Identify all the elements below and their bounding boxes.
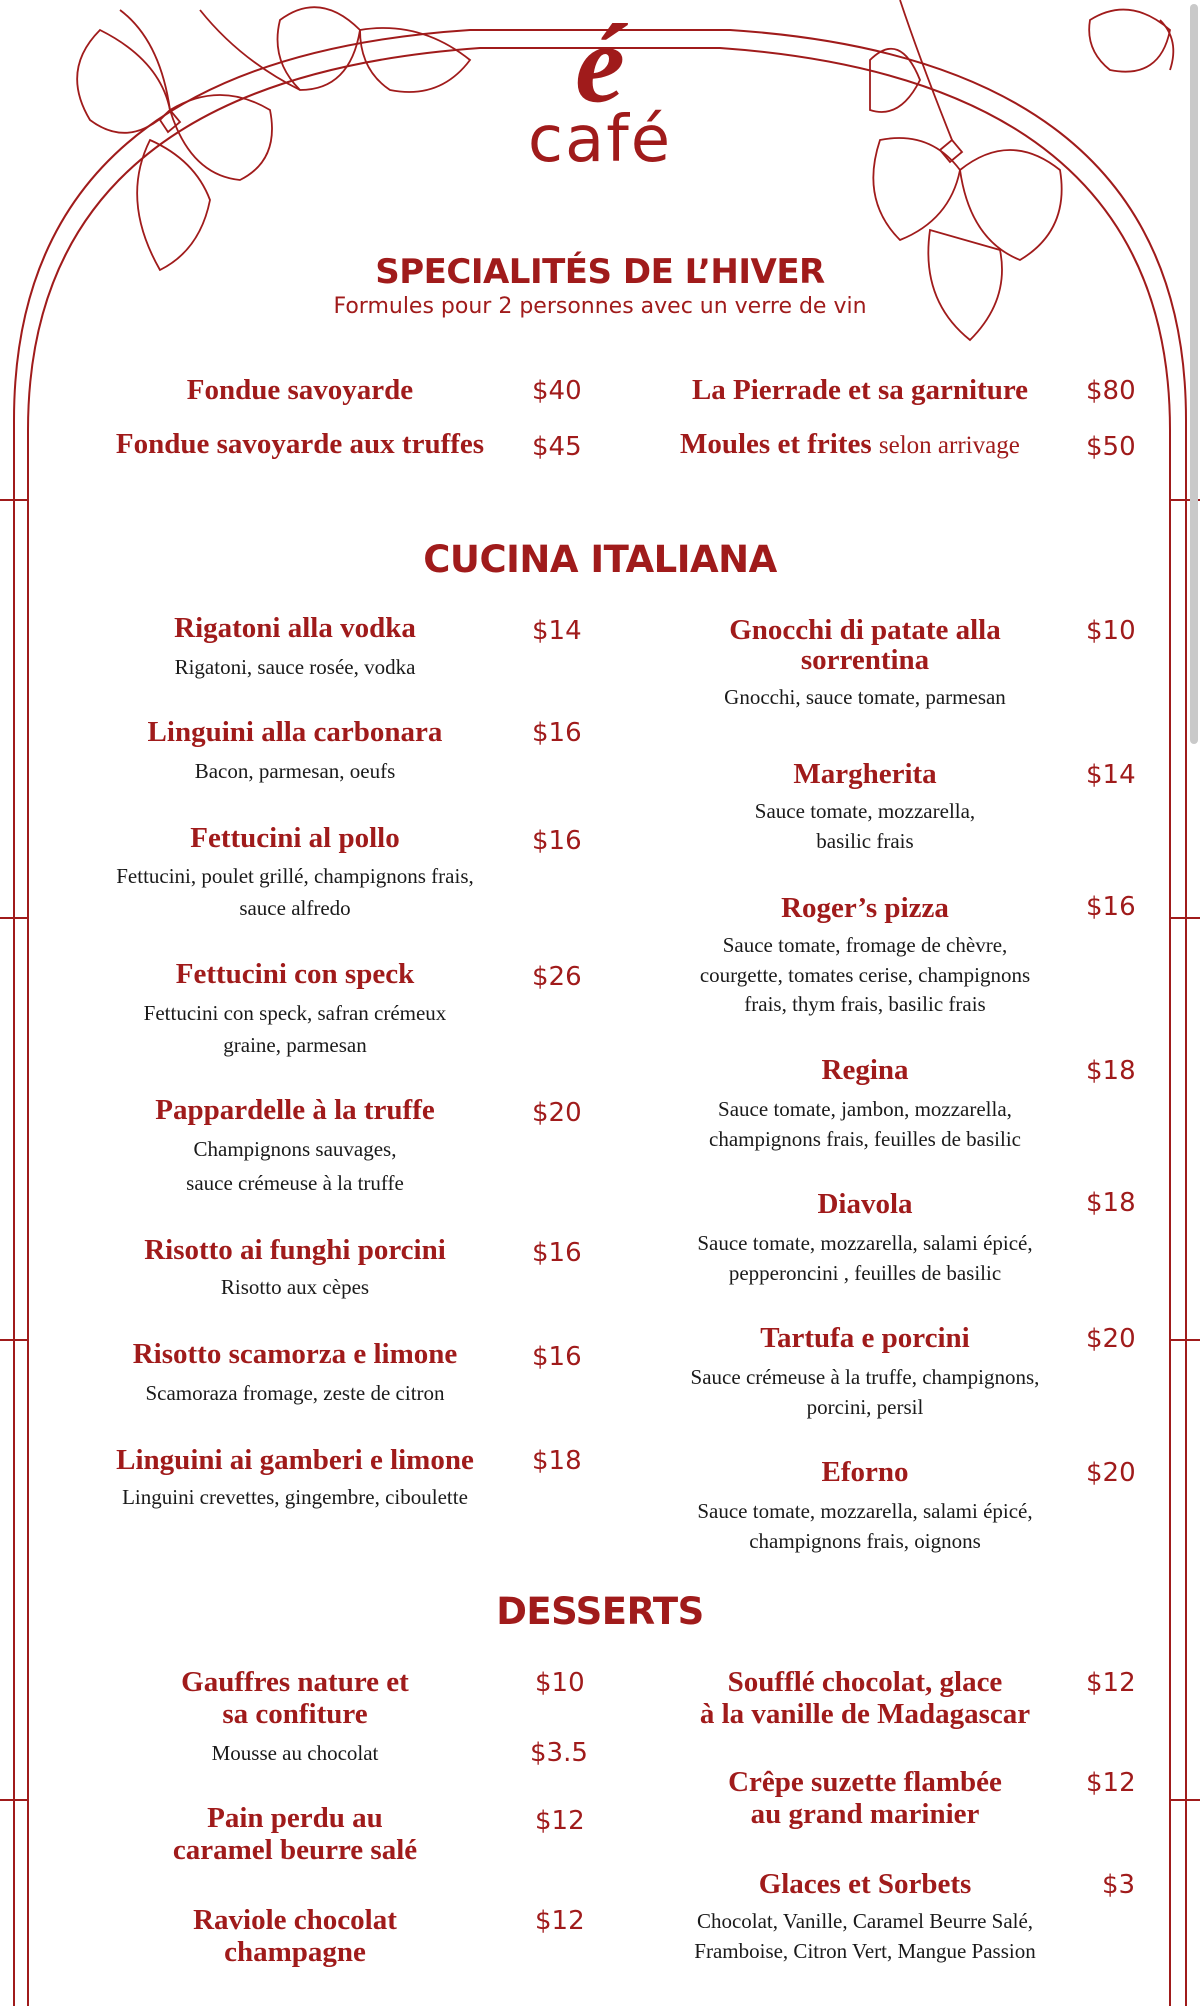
menu-item-price: $45 — [532, 432, 582, 462]
menu-item-desc: Sauce tomate, mozzarella, salami épicé, — [697, 1499, 1033, 1523]
menu-item-price: $16 — [532, 718, 582, 748]
menu-item-name: Moules et frites — [680, 428, 872, 460]
menu-item-name: Fettucini con speck — [175, 958, 415, 990]
menu-item-desc: Rigatoni, sauce rosée, vodka — [174, 655, 416, 679]
menu-item-name: Rigatoni alla vodka — [174, 612, 416, 644]
menu-item-name: Risotto ai funghi porcini — [144, 1234, 446, 1266]
menu-item-name: Raviole chocolat — [193, 1904, 397, 1936]
menu-item-name: Fettucini al pollo — [190, 822, 400, 854]
menu-item-desc: Scamoraza fromage, zeste de citron — [145, 1381, 445, 1405]
menu-item-name: caramel beurre salé — [172, 1834, 418, 1866]
menu-item-name: Diavola — [817, 1188, 913, 1220]
menu-item-name-row — [660, 428, 1080, 462]
menu-item-desc: Fettucini con speck, safran crémeux — [143, 1001, 447, 1025]
menu-item-desc: Framboise, Citron Vert, Mangue Passion — [694, 1939, 1036, 1963]
menu-item-desc: sauce crémeuse à la truffe — [186, 1171, 404, 1195]
menu-item-price: $14 — [1086, 760, 1136, 790]
logo-wordmark: café — [527, 103, 673, 177]
menu-item-desc: champignons frais, feuilles de basilic — [709, 1127, 1021, 1151]
menu-item-name: sorrentina — [800, 644, 930, 676]
menu-item-name: Eforno — [821, 1456, 909, 1488]
menu-item-price: $20 — [1086, 1324, 1136, 1354]
logo-mark: é — [575, 2, 625, 126]
menu-item-desc: champignons frais, oignons — [749, 1529, 981, 1553]
flower-illustration-icon — [77, 7, 470, 270]
section-title-desserts: DESSERTS — [496, 1590, 704, 1633]
menu-item-price: $12 — [1086, 1668, 1136, 1698]
menu-item-name: à la vanille de Madagascar — [699, 1698, 1031, 1730]
menu-item-name: Roger’s pizza — [781, 892, 949, 924]
menu-item-name: champagne — [224, 1936, 366, 1968]
menu-item-price: $80 — [1086, 376, 1136, 406]
menu-item-desc: porcini, persil — [806, 1395, 924, 1419]
section-subtitle-winter: Formules pour 2 personnes avec un verre de vin — [333, 294, 867, 319]
menu-item-desc: frais, thym frais, basilic frais — [744, 992, 986, 1016]
menu-item-name: Risotto scamorza e limone — [132, 1338, 458, 1370]
menu-item-name: au grand marinier — [750, 1798, 980, 1830]
menu-item-desc: Sauce tomate, mozzarella, salami épicé, — [697, 1231, 1033, 1255]
menu-item-price: $40 — [532, 376, 582, 406]
section-title-winter: SPECIALITÉS DE L’HIVER — [375, 252, 825, 292]
menu-item-name: Glaces et Sorbets — [758, 1868, 972, 1900]
menu-item-name: Linguini alla carbonara — [147, 716, 443, 748]
menu-item-name: Fondue savoyarde — [186, 374, 414, 406]
menu-item-price: $20 — [1086, 1458, 1136, 1488]
menu-item-price: $12 — [1086, 1768, 1136, 1798]
section-title-italiana: CUCINA ITALIANA — [423, 538, 777, 581]
menu-item-price: $26 — [532, 962, 582, 992]
menu-item-desc: Sauce tomate, mozzarella, — [754, 799, 976, 823]
menu-item-name: Tartufa e porcini — [760, 1322, 970, 1354]
menu-item-desc: Risotto aux cèpes — [220, 1275, 370, 1299]
menu-item-desc: graine, parmesan — [223, 1033, 367, 1057]
menu-item-price: $12 — [535, 1906, 585, 1936]
menu-item-name: Gnocchi di patate alla — [729, 614, 1001, 646]
menu-item-price: $3.5 — [530, 1738, 588, 1768]
menu-item-price: $12 — [535, 1806, 585, 1836]
menu-item-price: $10 — [1086, 616, 1136, 646]
menu-item-name: Gauffres nature et — [181, 1666, 409, 1698]
menu-item-desc: Bacon, parmesan, oeufs — [194, 759, 396, 783]
menu-item-price: $16 — [532, 826, 582, 856]
menu-item-price: $10 — [535, 1668, 585, 1698]
menu-item-price: $3 — [1102, 1870, 1136, 1900]
menu-item-price: $18 — [532, 1446, 582, 1476]
menu-item-desc: basilic frais — [816, 829, 914, 853]
menu-item-name: Fondue savoyarde aux truffes — [115, 428, 485, 460]
menu-item-price: $18 — [1086, 1188, 1136, 1218]
menu-item-price: $18 — [1086, 1056, 1136, 1086]
menu-item-price: $16 — [532, 1342, 582, 1372]
menu-item-name: Crêpe suzette flambée — [728, 1766, 1002, 1798]
menu-item-desc: sauce alfredo — [239, 896, 351, 920]
menu-item-name: Pain perdu au — [207, 1802, 383, 1834]
menu-item-desc: Mousse au chocolat — [211, 1741, 379, 1765]
menu-item-desc: Sauce tomate, fromage de chèvre, — [722, 933, 1008, 957]
menu-item-desc: Gnocchi, sauce tomate, parmesan — [724, 685, 1006, 709]
menu-item-price: $20 — [532, 1098, 582, 1128]
menu-item-desc: Linguini crevettes, gingembre, ciboulette — [122, 1485, 468, 1509]
menu-item-name: Soufflé chocolat, glace — [727, 1666, 1003, 1698]
menu-item-desc: Sauce crémeuse à la truffe, champignons, — [690, 1365, 1040, 1389]
menu-item-price: $50 — [1086, 432, 1136, 462]
menu-item-desc: Sauce tomate, jambon, mozzarella, — [718, 1097, 1012, 1121]
menu-item-name: La Pierrade et sa garniture — [691, 374, 1029, 406]
menu-item-name: Pappardelle à la truffe — [155, 1094, 435, 1126]
menu-item-name: Margherita — [793, 758, 937, 790]
scrollbar[interactable] — [1190, 4, 1198, 744]
menu-item-name: Regina — [821, 1054, 909, 1086]
menu-item-desc: Fettucini, poulet grillé, champignons frais, — [116, 864, 474, 888]
menu-item-note: selon arrivage — [878, 432, 1020, 459]
menu-item-desc: courgette, tomates cerise, champignons — [699, 963, 1031, 987]
menu-item-price: $14 — [532, 616, 582, 646]
menu-item-price: $16 — [532, 1238, 582, 1268]
menu-item-name: Linguini ai gamberi e limone — [116, 1444, 474, 1476]
menu-item-desc: Champignons sauvages, — [193, 1137, 397, 1161]
menu-item-price: $16 — [1086, 892, 1136, 922]
menu-item-desc: Chocolat, Vanille, Caramel Beurre Salé, — [696, 1909, 1034, 1933]
menu-item-desc: pepperoncini , feuilles de basilic — [728, 1261, 1002, 1285]
menu-item-name: sa confiture — [222, 1698, 368, 1730]
